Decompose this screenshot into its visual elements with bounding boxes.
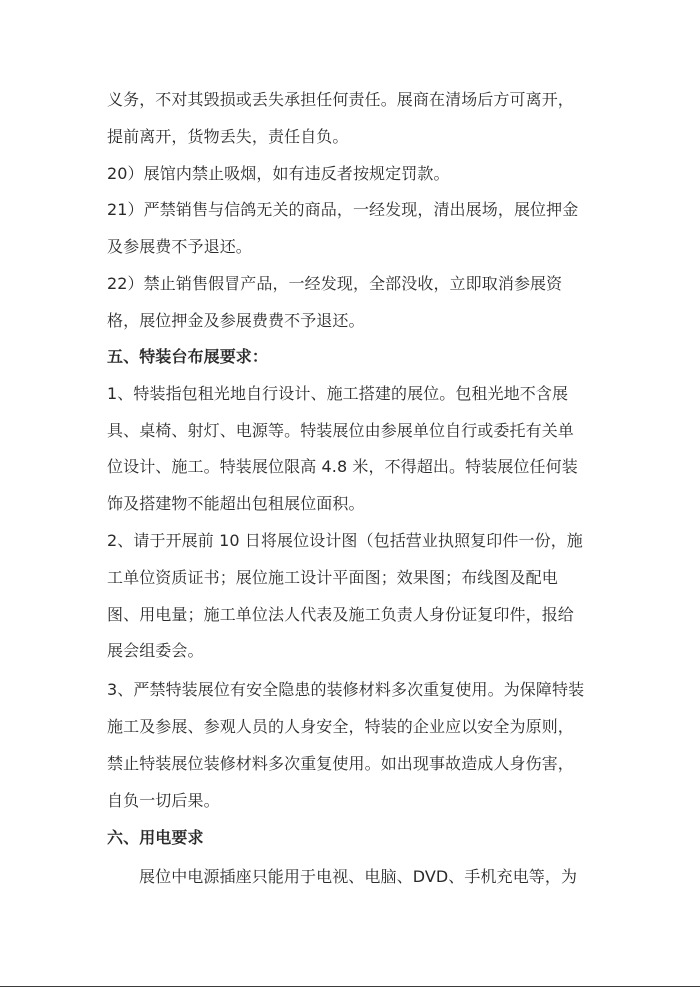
text-line: 3、严禁特装展位有安全隐患的装修材料多次重复使用。为保障特装 — [107, 680, 585, 699]
text-line: 及参展费不予退还。 — [107, 237, 252, 256]
text-line: 2、请于开展前 10 日将展位设计图（包括营业执照复印件一份，施 — [107, 531, 583, 550]
text-line: 1、特装指包租光地自行设计、施工搭建的展位。包租光地不含展 — [107, 384, 569, 403]
text-line: 展会组委会。 — [107, 641, 204, 660]
text-line: 图、用电量；施工单位法人代表及施工负责人身份证复印件，报给 — [107, 605, 574, 624]
text-line: 展位中电源插座只能用于电视、电脑、DVD、手机充电等，为 — [139, 867, 578, 886]
text-line: 格，展位押金及参展费费不予退还。 — [107, 311, 365, 330]
text-line: 工单位资质证书；展位施工设计平面图；效果图；布线图及配电 — [107, 568, 558, 587]
text-line: 自负一切后果。 — [107, 791, 220, 810]
section-heading-5: 五、特装台布展要求： — [107, 347, 269, 366]
page-bottom-divider — [0, 986, 700, 987]
text-line: 位设计、施工。特装展位限高 4.8 米，不得超出。特装展位任何装 — [107, 457, 578, 476]
text-line: 22）禁止销售假冒产品，一经发现，全部没收，立即取消参展资 — [107, 274, 563, 293]
text-line: 20）展馆内禁止吸烟，如有违反者按规定罚款。 — [107, 164, 450, 183]
text-line: 饰及搭建物不能超出包租展位面积。 — [107, 494, 365, 513]
text-line: 义务，不对其毁损或丢失承担任何责任。展商在清场后方可离开， — [107, 90, 574, 109]
text-line: 施工及参展、参观人员的人身安全，特装的企业应以安全为原则， — [107, 717, 574, 736]
text-line: 具、桌椅、射灯、电源等。特装展位由参展单位自行或委托有关单 — [107, 421, 574, 440]
text-line: 禁止特装展位装修材料多次重复使用。如出现事故造成人身伤害， — [107, 754, 574, 773]
text-line: 21）严禁销售与信鸽无关的商品，一经发现，清出展场，展位押金 — [107, 200, 579, 219]
section-heading-6: 六、用电要求 — [107, 828, 204, 847]
text-line: 提前离开，货物丢失，责任自负。 — [107, 127, 349, 146]
